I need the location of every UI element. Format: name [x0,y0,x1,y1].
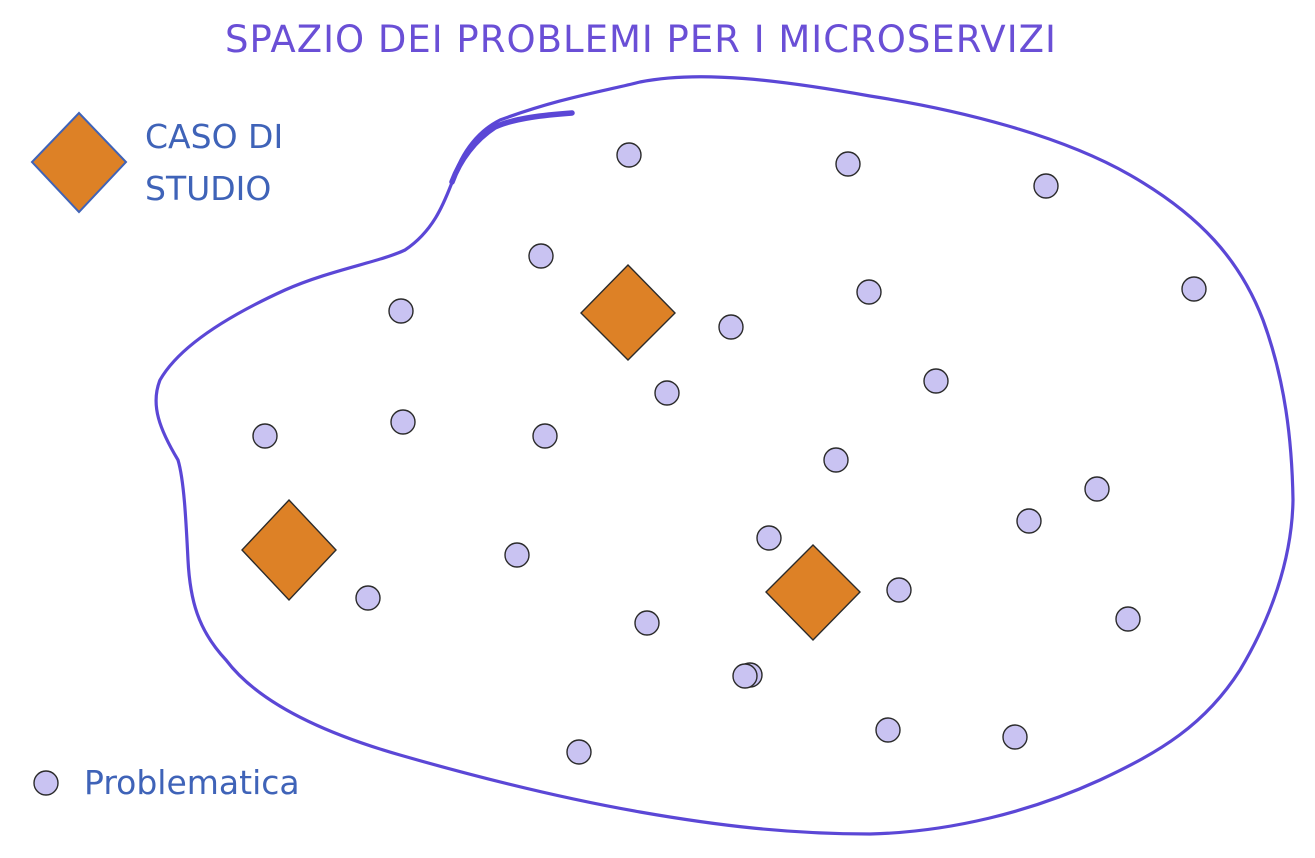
case-study-diamonds [242,265,860,640]
legend-case-study [32,113,283,212]
problem-dot [655,381,679,405]
problem-dot [505,543,529,567]
problem-dot [824,448,848,472]
problem-dot [1182,277,1206,301]
problem-dot [1003,725,1027,749]
problem-dot [733,664,757,688]
problem-dot [567,740,591,764]
problem-dot [1116,607,1140,631]
legend-problem-label: Problematica [84,763,300,802]
problem-dot [635,611,659,635]
legend-case-study-label-line1: CASO DI [145,117,284,156]
problem-dot [757,526,781,550]
problem-dot [253,424,277,448]
problem-dot [391,410,415,434]
problem-dot [924,369,948,393]
problem-space-boundary [156,77,1293,834]
problem-dot [529,244,553,268]
problem-dot [356,586,380,610]
case-study-diamond [242,500,336,600]
legend-problem [34,763,300,802]
problem-dot [887,578,911,602]
problem-dot [1034,174,1058,198]
problem-dot [533,424,557,448]
diagram-title: SPAZIO DEI PROBLEMI PER I MICROSERVIZI [225,18,1057,61]
problem-dot [1085,477,1109,501]
problem-dot [719,315,743,339]
problem-dot [389,299,413,323]
problem-dot [617,143,641,167]
problem-legend-circle-icon [34,771,58,795]
case-study-diamond [766,545,860,640]
problem-dot [876,718,900,742]
problem-dots [253,143,1206,764]
legend-case-study-label-line2: STUDIO [145,169,272,208]
problem-dot [836,152,860,176]
boundary-scribble-accent [452,113,572,182]
case-study-diamond [581,265,675,360]
problem-dot [857,280,881,304]
case-study-legend-diamond-icon [32,113,126,212]
problem-dot [1017,509,1041,533]
